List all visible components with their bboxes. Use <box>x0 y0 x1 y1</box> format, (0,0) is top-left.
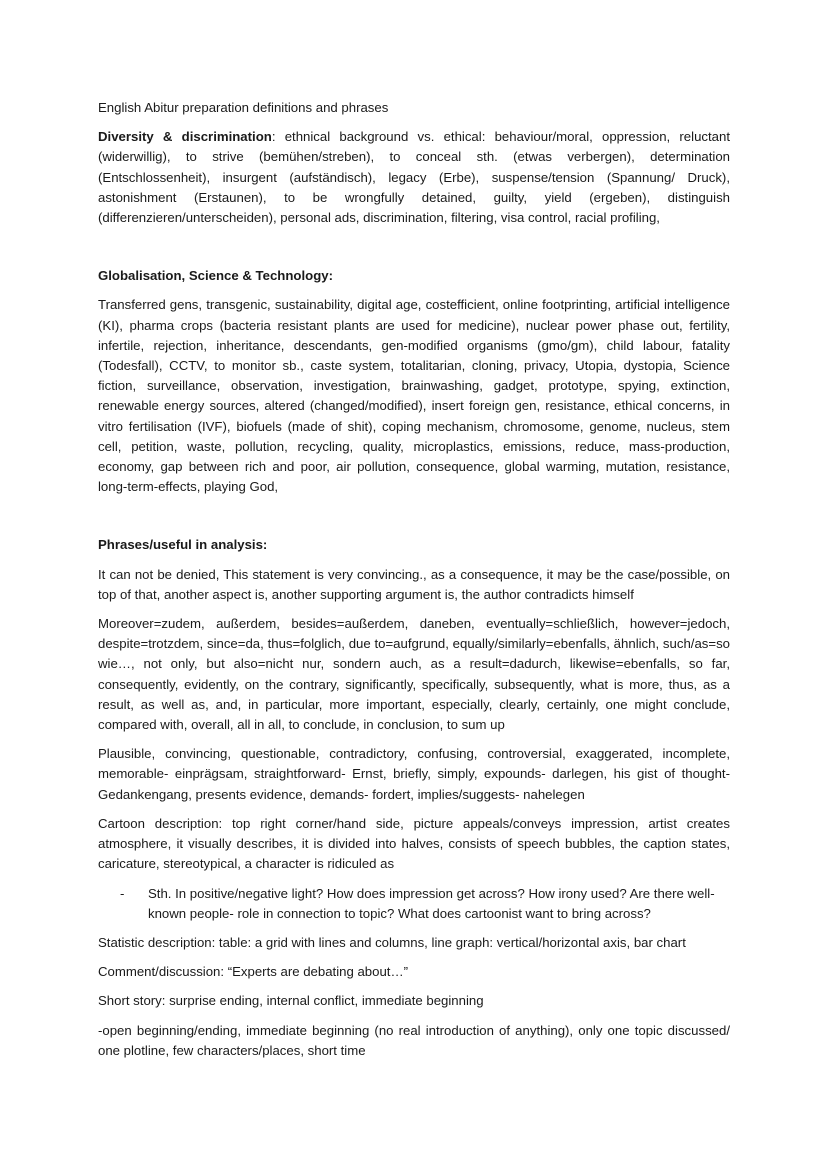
diversity-paragraph <box>98 127 730 228</box>
phrases-paragraph-1: It can not be denied, This statement is very convincing., as a consequence, it may be the case/possible, on top of that, another aspect is, another supporting argument is, the author contradicts himself <box>98 566 730 602</box>
phrases-heading: Phrases/useful in analysis: <box>98 537 268 553</box>
globalisation-paragraph: Transferred gens, transgenic, sustainability, digital age, costefficient, online footprinting, artificial intelligence (KI), pharma crops (bacteria resistant plants are used for medicine), nuclear power phase out, fertility, infertile, rejection, inheritance, descendants, gen-modified organisms (gmo/gm), child labour, fatality (Todesfall), CCTV, to monitor sb., caste system, totalitarian, cloning, privacy, Utopia, dystopia, Science fiction, surveillance, observation, investigation, brainwashing, gadget, prototype, spying, extinction, renewable energy sources, altered (changed/modified), insert foreign gen, resistance, ethical concerns, in vitro fertilisation (IVF), biofuels (made of shit), coping mechanism, chromosome, genome, nucleus, stem cell, petition, waste, pollution, recycling, quality, microplastics, emissions, reduce, mass-production, economy, gap between rich and poor, air pollution, consequence, global warming, mutation, resistance, long-term-effects, playing God, <box>98 297 730 495</box>
document-page <box>98 98 730 1070</box>
cartoon-bullet <box>120 884 730 924</box>
bullet-text: Sth. In positive/negative light? How does impression get across? How irony used? Are there well-known people- role in connection to topic? What does cartoonist want to bring across? <box>148 885 715 921</box>
diversity-label: Diversity & discrimination <box>98 129 272 145</box>
diversity-text: : ethnical background vs. ethical: behaviour/moral, oppression, reluctant (widerwillig), to strive (bemühen/streben), to conceal sth. (etwas verbergen), determination (Entschlossenheit), insurgent (aufständisch), legacy (Erbe), suspense/tension (Spannung/ Druck), astonishment (Erstaunen), to be wrongfully detained, guilty, yield (ergeben), distinguish (differenzieren/unterscheiden), personal ads, discrimination, filtering, visa control, racial profiling, <box>98 129 730 226</box>
bullet-marker: - <box>120 885 125 901</box>
short-story-paragraph: Short story: surprise ending, internal conflict, immediate beginning <box>98 993 484 1009</box>
comment-paragraph: Comment/discussion: “Experts are debating about…” <box>98 964 409 980</box>
globalisation-heading: Globalisation, Science & Technology: <box>98 268 333 284</box>
document-title: English Abitur preparation definitions and phrases <box>98 100 389 115</box>
connectives-paragraph: Moreover=zudem, außerdem, besides=außerdem, daneben, eventually=schließlich, however=jedoch, despite=trotzdem, since=da, thus=folglich, due to=aufgrund, equally/similarly=ebenfalls, ähnlich, such/as=so wie…, not only, but also=nicht nur, sondern auch, as a result=dadurch, likewise=ebenfalls, so far, consequently, evidently, on the contrary, significantly, specifically, subsequently, what is more, thus, as a result, as well as, and, in particular, more important, especially, clearly, certainly, one might conclude, compared with, overall, all in all, to conclude, in conclusion, to sum up <box>98 616 730 733</box>
cartoon-paragraph: Cartoon description: top right corner/hand side, picture appeals/conveys impression, artist creates atmosphere, it visually describes, it is divided into halves, consists of speech bubbles, the caption states, caricature, stereotypical, a character is ridiculed as <box>98 815 730 872</box>
open-beginning-paragraph: -open beginning/ending, immediate beginning (no real introduction of anything), only one topic discussed/ one plotline, few characters/places, short time <box>98 1022 730 1058</box>
adjectives-paragraph: Plausible, convincing, questionable, contradictory, confusing, controversial, exaggerated, incomplete, memorable- einprägsam, straightforward- Ernst, briefly, simply, expounds- darlegen, his gist of thought- Gedankengang, presents evidence, demands- fordert, implies/suggests- nahelegen <box>98 746 730 802</box>
statistic-paragraph: Statistic description: table: a grid with lines and columns, line graph: vertical/horizontal axis, bar chart <box>98 934 686 950</box>
